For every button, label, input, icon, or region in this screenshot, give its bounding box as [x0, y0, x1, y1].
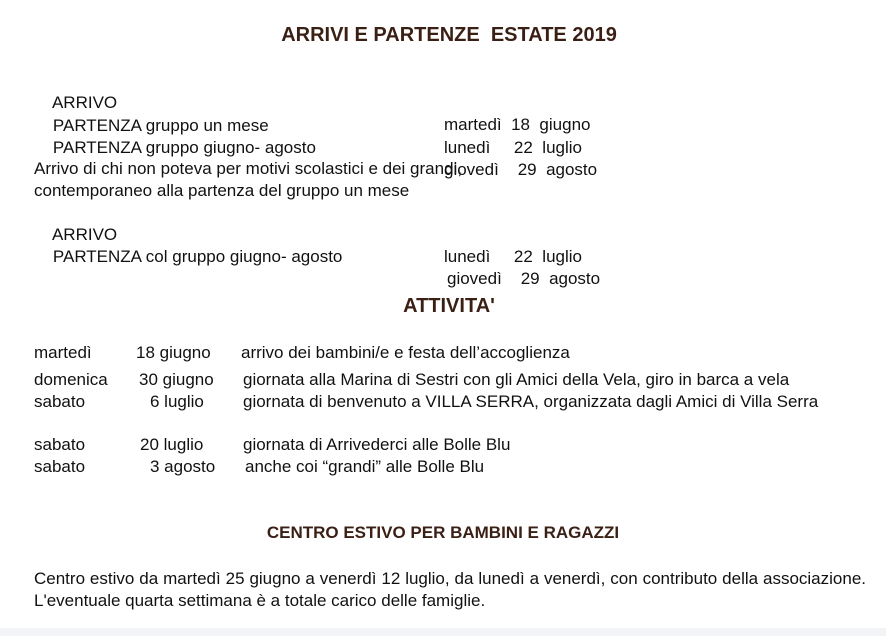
activity-date: 6 luglio — [150, 392, 204, 411]
activity-description: giornata di Arrivederci alle Bolle Blu — [243, 435, 511, 454]
activity-day: sabato — [34, 457, 86, 476]
schedule1-label: PARTENZA gruppo giugno- agosto — [52, 138, 316, 157]
schedule1-date: lunedì 22 luglio — [444, 138, 582, 157]
activity-description: giornata di benvenuto a VILLA SERRA, organizzata dagli Amici di Villa Serra — [243, 392, 819, 411]
activity-description: giornata alla Marina di Sestri con gli Amici della Vela, giro in barca a vela — [243, 370, 790, 389]
activity-day: domenica — [34, 370, 108, 389]
schedule1-date: giovedì 29 agosto — [444, 160, 598, 179]
page-bottom-band — [0, 628, 886, 636]
activity-date: 3 agosto — [150, 457, 216, 476]
activity-row — [34, 391, 874, 435]
title-activities: ATTIVITA' — [403, 295, 495, 317]
activity-row — [34, 342, 874, 364]
activity-row — [34, 456, 874, 478]
title-summer-center: CENTRO ESTIVO PER BAMBINI E RAGAZZI — [266, 523, 620, 542]
activity-description: arrivo dei bambini/e e festa dell’accoglienza — [241, 343, 570, 362]
note-line: contemporaneo alla partenza del gruppo un mese — [34, 181, 410, 200]
schedule2-label: ARRIVO — [51, 225, 118, 244]
schedule1-label: ARRIVO — [51, 93, 118, 112]
schedule1-label: PARTENZA gruppo un mese — [52, 116, 269, 135]
activity-date: 18 giugno — [136, 343, 211, 362]
note-line: Arrivo di chi non poteva per motivi scolastici e dei grandi, — [34, 159, 463, 178]
schedule2-date: lunedì 22 luglio — [444, 247, 582, 266]
activity-row — [34, 369, 874, 391]
activity-day: martedì — [34, 343, 92, 362]
summer-center-paragraph: Centro estivo da martedì 25 giugno a venerdì 12 luglio, da lunedì a venerdì, con contributo della associazione. L'eventuale quarta settimana è a totale carico delle famiglie. — [34, 569, 866, 610]
activity-description: anche coi “grandi” alle Bolle Blu — [245, 457, 485, 476]
activity-row — [34, 434, 874, 456]
schedule2-date: giovedì 29 agosto — [447, 269, 601, 288]
activity-date: 20 luglio — [140, 435, 204, 454]
activity-day: sabato — [34, 435, 86, 454]
title-arrivals-departures: ARRIVI E PARTENZE ESTATE 2019 — [281, 24, 617, 46]
schedule2-label: PARTENZA col gruppo giugno- agosto — [52, 247, 343, 266]
activity-day: sabato — [34, 392, 86, 411]
activity-date: 30 giugno — [139, 370, 214, 389]
schedule1-date: martedì 18 giugno — [444, 115, 591, 134]
